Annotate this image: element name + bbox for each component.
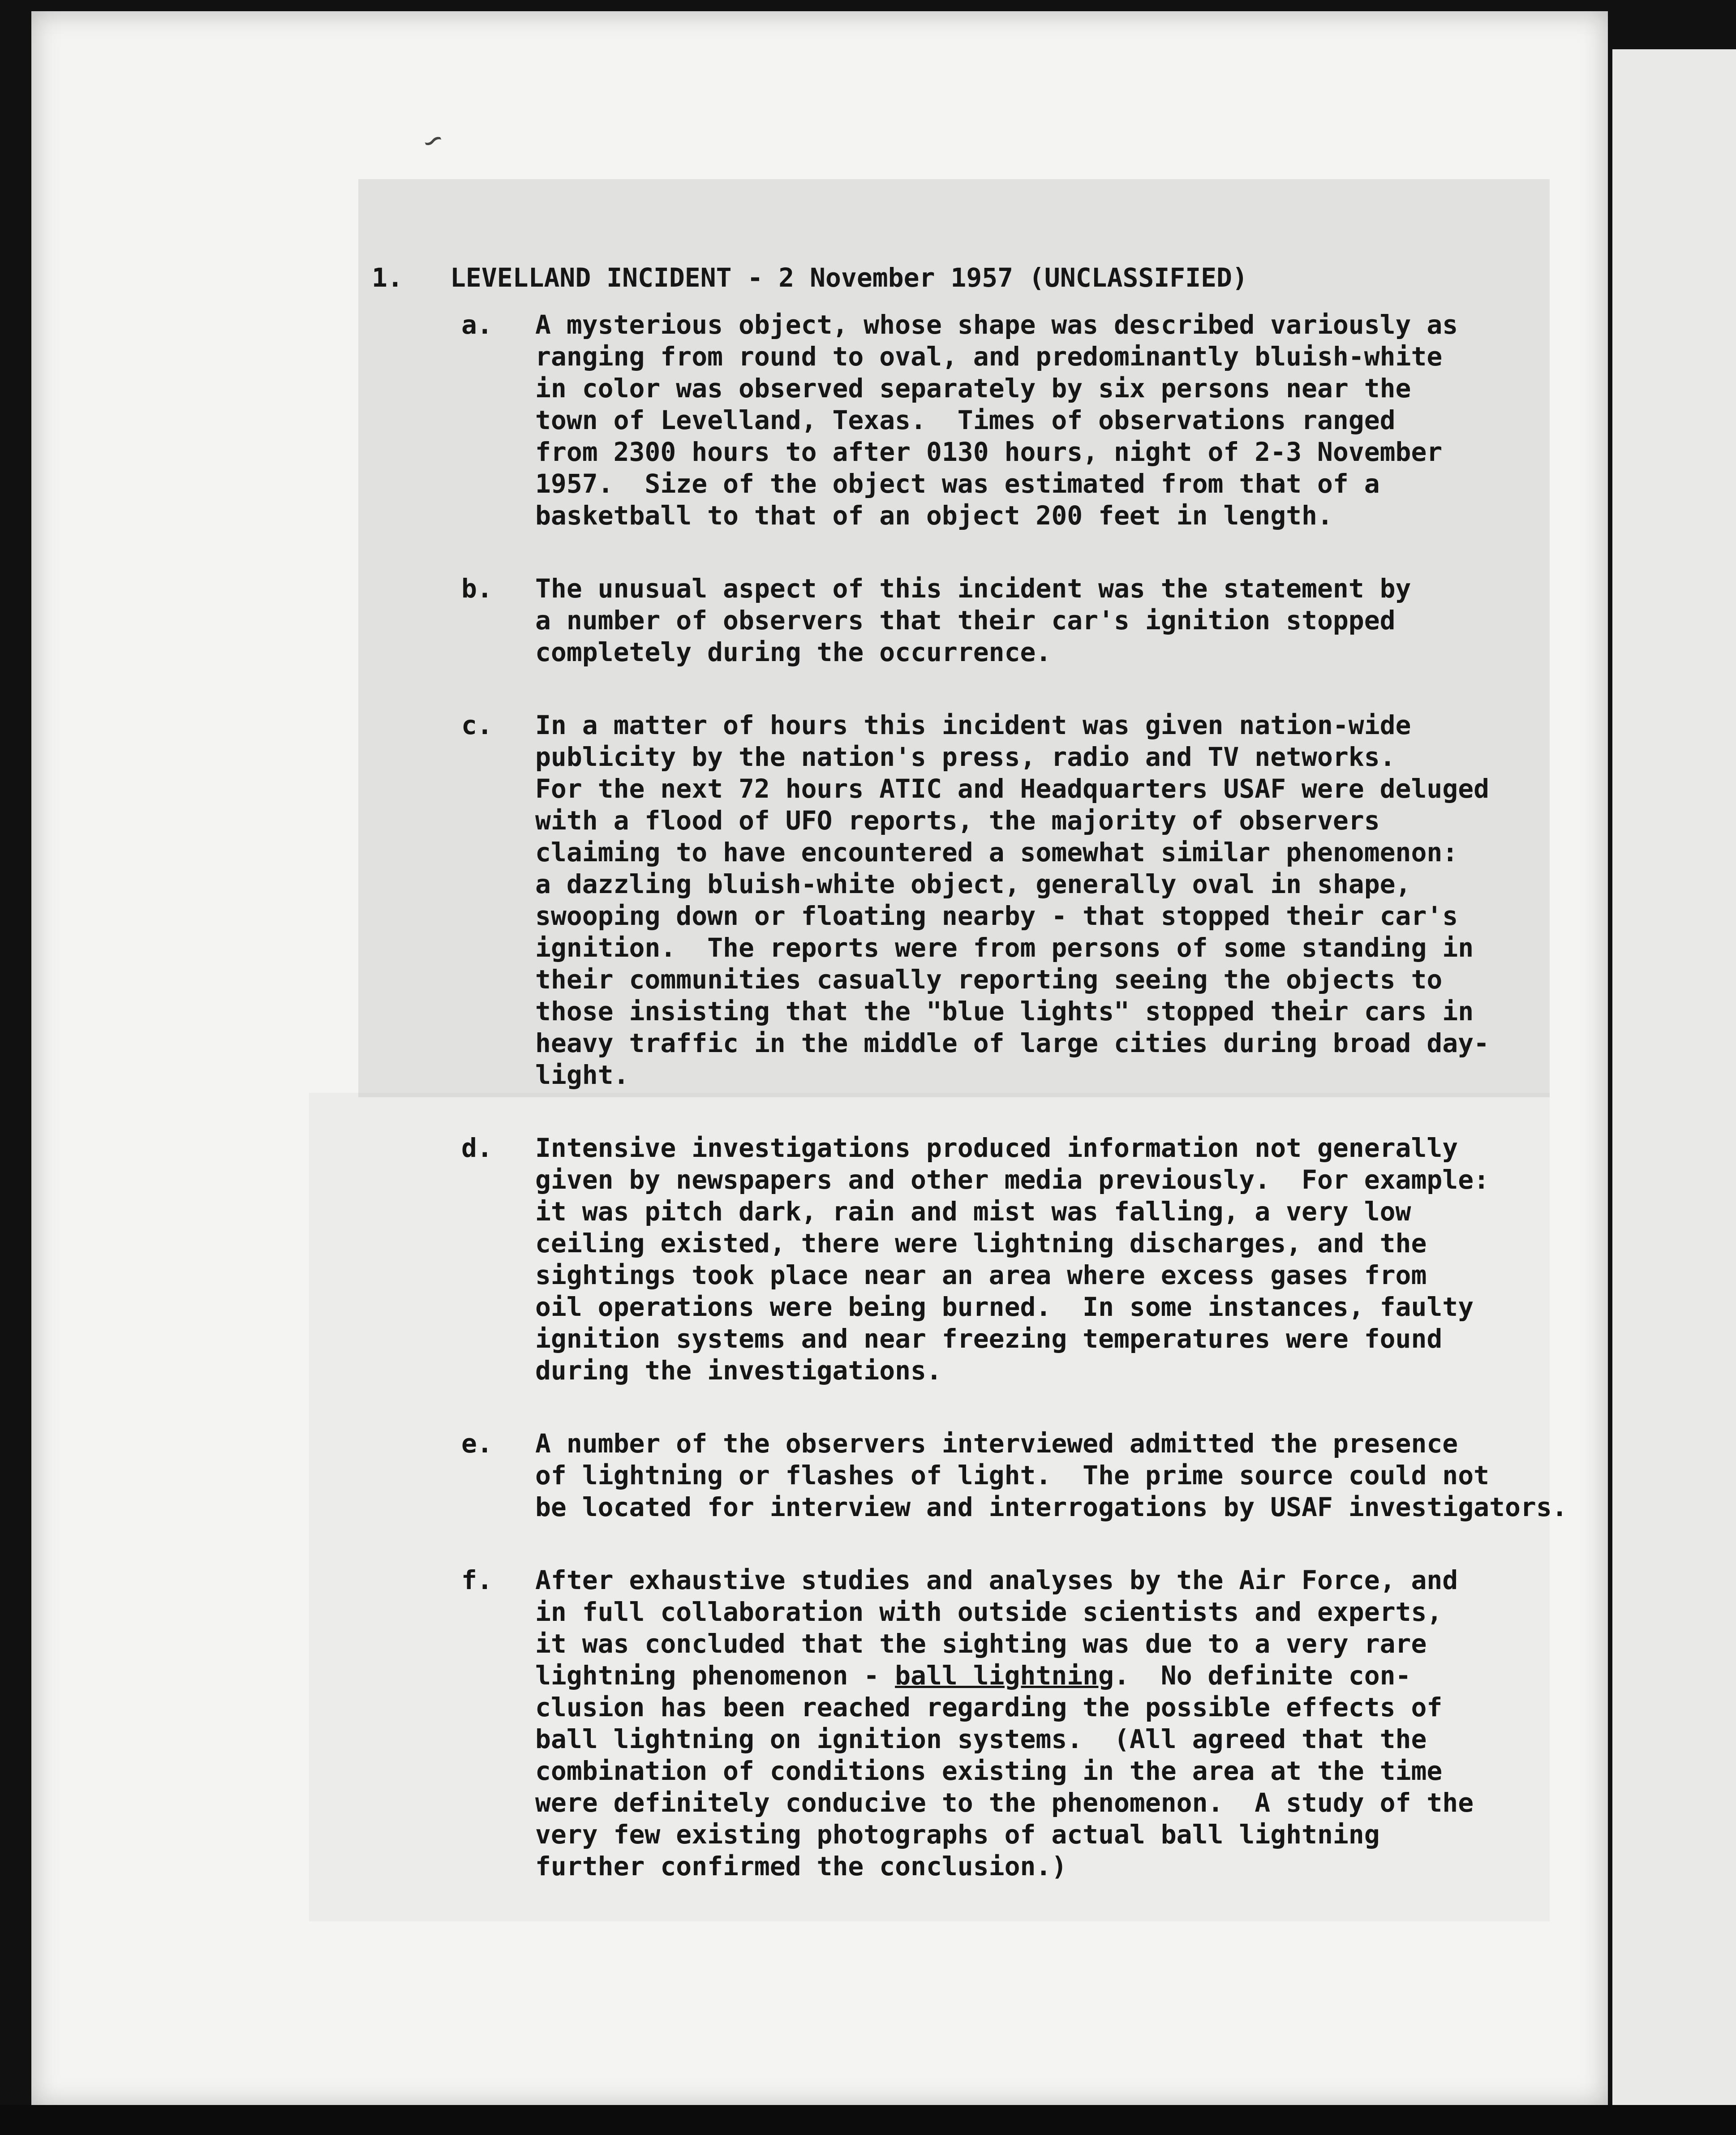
paragraph-c [372,709,1545,1091]
text-line: given by newspapers and other media previously. For example: [535,1164,1490,1195]
text-line: publicity by the nation's press, radio and TV networks. [535,742,1396,772]
paragraph-letter: c. [461,710,493,740]
text-line: combination of conditions existing in the area at the time [535,1756,1443,1786]
text-line: town of Levelland, Texas. Times of observations ranged [535,405,1396,435]
text-line: ball lightning on ignition systems. (All agreed that the [535,1724,1427,1754]
text-line: A mysterious object, whose shape was described variously as [535,309,1458,340]
text-line: clusion has been reached regarding the possible effects of [535,1692,1443,1723]
text-line: ranging from round to oval, and predominantly bluish-white [535,341,1443,372]
text-line: from 2300 hours to after 0130 hours, night of 2-3 November [535,437,1443,467]
paragraph-e [372,1428,1568,1523]
paragraph-letter: d. [461,1133,493,1163]
text-segment: . No definite con- [1114,1660,1411,1691]
pen-mark-icon: ∽ [416,119,449,161]
text-line: After exhaustive studies and analyses by the Air Force, and [535,1565,1458,1595]
text-line: 1957. Size of the object was estimated from that of a [535,468,1380,499]
page-edge [1612,49,1736,2135]
text-line: In a matter of hours this incident was given nation-wide [535,710,1411,740]
text-line: A number of the observers interviewed admitted the presence [535,1428,1458,1459]
paragraph-b [372,573,1545,668]
paragraph-f [372,1564,1545,1882]
scan-border [0,2105,1736,2135]
underlined-term: ball lightning [895,1660,1114,1691]
text-line: a dazzling bluish-white object, generally oval in shape, [535,869,1411,899]
section-title: LEVELLAND INCIDENT - 2 November 1957 (UNCLASSIFIED) [450,262,1248,293]
text-line: very few existing photographs of actual ball lightning [535,1819,1380,1850]
paragraph-d [372,1132,1545,1387]
text-line: The unusual aspect of this incident was the statement by [535,573,1411,604]
paragraph-letter: f. [461,1565,493,1595]
text-line: ignition systems and near freezing temperatures were found [535,1323,1443,1354]
text-line: it was pitch dark, rain and mist was falling, a very low [535,1196,1411,1227]
text-line: were definitely conducive to the phenomenon. A study of the [535,1787,1474,1818]
text-line: during the investigations. [535,1355,942,1386]
text-line: further confirmed the conclusion.) [535,1851,1067,1882]
text-line: swooping down or floating nearby - that stopped their car's [535,901,1458,931]
text-line: of lightning or flashes of light. The prime source could not [535,1460,1490,1491]
text-line: claiming to have encountered a somewhat similar phenomenon: [535,837,1458,868]
section-number: 1. [372,262,403,293]
text-line: ignition. The reports were from persons of some standing in [535,932,1474,963]
text-line: a number of observers that their car's ignition stopped [535,605,1396,636]
paragraph-letter: a. [461,309,493,340]
text-line: ceiling existed, there were lightning discharges, and the [535,1228,1427,1259]
text-line: in full collaboration with outside scientists and experts, [535,1597,1443,1627]
text-line: For the next 72 hours ATIC and Headquarters USAF were deluged [535,773,1490,804]
text-line: completely during the occurrence. [535,637,1052,667]
paragraph-letter: e. [461,1428,493,1459]
text-line: in color was observed separately by six persons near the [535,373,1411,404]
text-line: Intensive investigations produced information not generally [535,1133,1458,1163]
text-line: heavy traffic in the middle of large cities during broad day- [535,1028,1490,1058]
text-segment: lightning phenomenon - [535,1660,895,1691]
text-line: those insisting that the "blue lights" stopped their cars in [535,996,1474,1027]
text-line: it was concluded that the sighting was due to a very rare [535,1628,1427,1659]
paragraph-letter: b. [461,573,493,604]
text-line: oil operations were being burned. In some instances, faulty [535,1292,1474,1322]
text-line: with a flood of UFO reports, the majority of observers [535,805,1380,836]
section-heading [372,262,1545,294]
text-line: be located for interview and interrogations by USAF investigators. [535,1492,1568,1522]
text-line: their communities casually reporting seeing the objects to [535,964,1443,995]
text-line [535,1660,1545,1692]
typewritten-text [372,262,1568,1924]
paragraph-a [372,309,1545,532]
text-line: light. [535,1060,629,1090]
text-line: sightings took place near an area where excess gases from [535,1260,1427,1290]
text-line: basketball to that of an object 200 feet in length. [535,500,1333,531]
